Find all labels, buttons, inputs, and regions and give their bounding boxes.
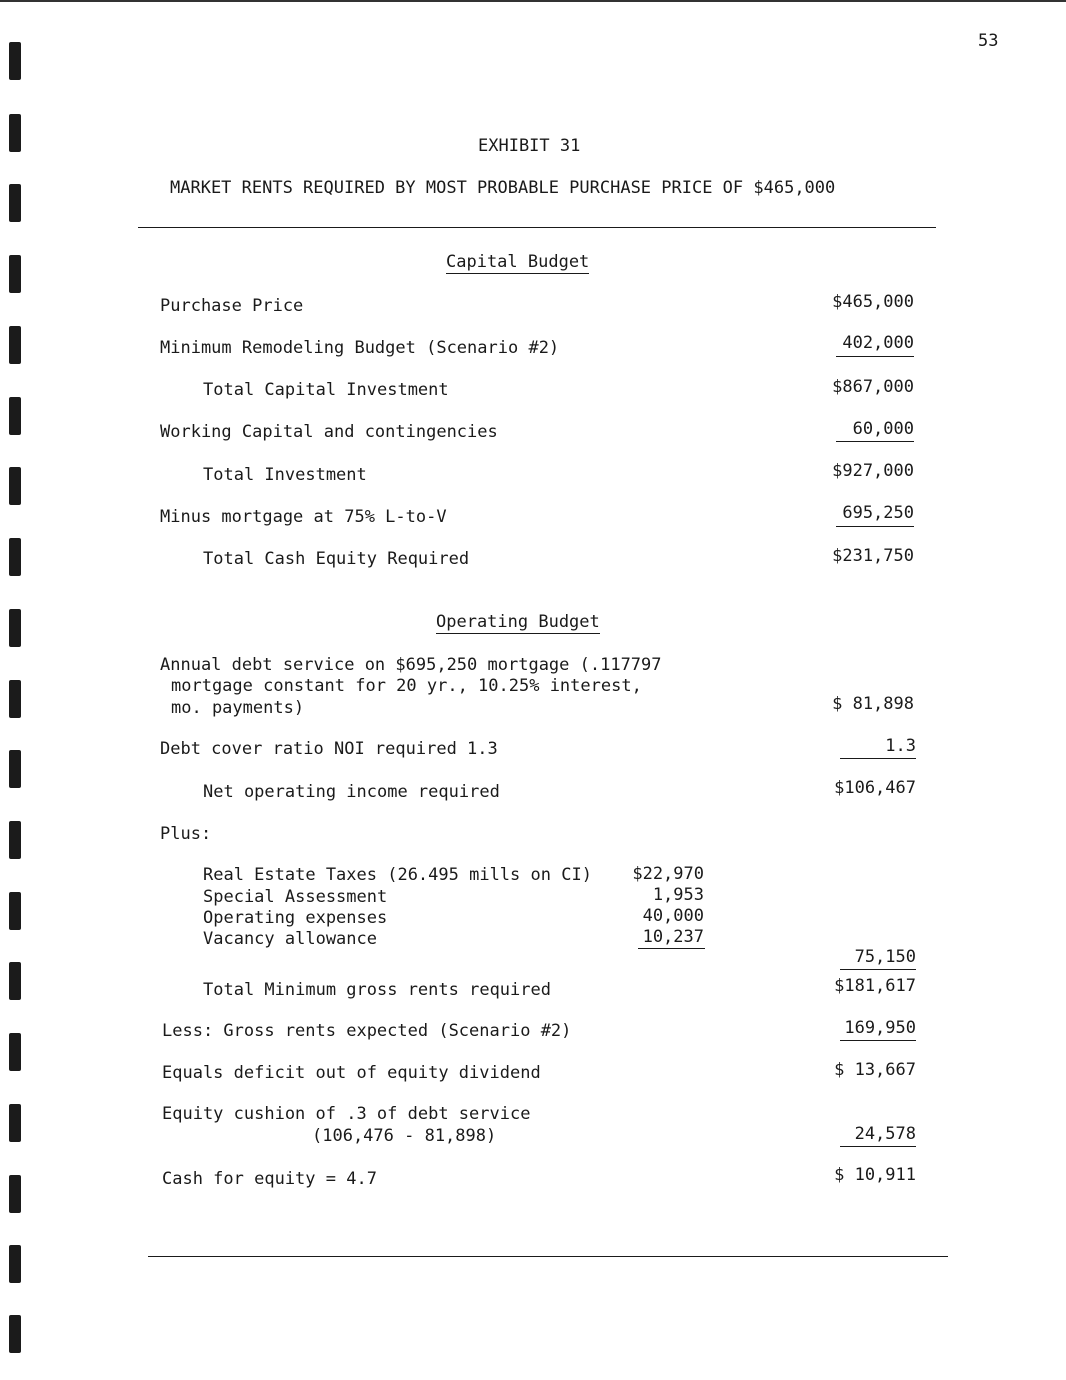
noi-label: Net operating income required [203,782,500,802]
remodeling-label: Minimum Remodeling Budget (Scenario #2) [160,338,560,358]
purchase-price-value: $465,000 [832,292,914,312]
top-edge-line [0,0,1066,2]
footer-rule [148,1256,948,1257]
cash-equity-value: $231,750 [832,546,914,566]
binder-hole-mark [9,680,21,718]
cushion-line2: (106,476 - 81,898) [312,1126,497,1146]
subtotal-underline [840,758,916,759]
operating-budget-heading: Operating Budget [436,612,600,632]
total-investment-value: $927,000 [832,461,914,481]
gross-expected-label: Less: Gross rents expected (Scenario #2) [162,1021,572,1041]
total-investment-label: Total Investment [203,465,367,485]
binder-hole-mark [9,114,21,152]
plus-item-value: $22,970 [632,864,704,884]
total-capital-label: Total Capital Investment [203,380,449,400]
debt-cover-label: Debt cover ratio NOI required 1.3 [160,739,498,759]
binder-hole-mark [9,255,21,293]
binder-hole-mark [9,1315,21,1353]
mortgage-label: Minus mortgage at 75% L-to-V [160,507,447,527]
plus-label: Plus: [160,824,212,844]
page-number: 53 [978,31,999,51]
noi-value: $106,467 [834,778,916,798]
total-capital-value: $867,000 [832,377,914,397]
binder-hole-mark [9,1175,21,1213]
binder-hole-mark [9,962,21,1000]
working-capital-value: 60,000 [852,419,914,439]
gross-required-label: Total Minimum gross rents required [203,980,551,1000]
cash-for-equity-label: Cash for equity = 4.7 [162,1169,377,1189]
plus-item-value: 10,237 [642,927,704,947]
plus-item-value: 1,953 [652,885,704,905]
capital-budget-heading: Capital Budget [446,252,590,272]
debt-service-line2: mortgage constant for 20 yr., 10.25% interest, [171,676,642,696]
binder-hole-mark [9,42,21,80]
binder-hole-mark [9,184,21,222]
header-rule [138,227,936,228]
gross-required-value: $181,617 [834,976,916,996]
plus-item-label: Real Estate Taxes (26.495 mills on CI) [203,865,592,885]
exhibit-title: EXHIBIT 31 [478,136,581,156]
remodeling-value: 402,000 [842,333,914,353]
subtotal-underline [840,969,916,970]
plus-item-value: 40,000 [642,906,704,926]
exhibit-subtitle: MARKET RENTS REQUIRED BY MOST PROBABLE PURCHASE PRICE OF $465,000 [170,178,836,198]
binder-hole-mark [9,750,21,788]
subtotal-underline [840,1040,916,1041]
plus-item-label: Special Assessment [203,887,388,907]
binder-hole-mark [9,1104,21,1142]
subtotal-underline [840,1146,916,1147]
plus-total-value: 75,150 [854,947,916,967]
mortgage-value: 695,250 [842,503,914,523]
plus-item-label: Operating expenses [203,908,388,928]
cash-equity-label: Total Cash Equity Required [203,549,470,569]
cash-for-equity-value: $ 10,911 [834,1165,916,1185]
binder-hole-mark [9,467,21,505]
debt-service-line1: Annual debt service on $695,250 mortgage (.117797 [160,655,662,675]
debt-cover-value: 1.3 [885,736,916,756]
binder-hole-mark [9,326,21,364]
plus-item-label: Vacancy allowance [203,929,377,949]
deficit-label: Equals deficit out of equity dividend [162,1063,541,1083]
binder-hole-mark [9,538,21,576]
working-capital-label: Working Capital and contingencies [160,422,498,442]
gross-expected-value: 169,950 [844,1018,916,1038]
cushion-value: 24,578 [854,1124,916,1144]
deficit-value: $ 13,667 [834,1060,916,1080]
binder-hole-mark [9,397,21,435]
binder-hole-mark [9,609,21,647]
debt-service-value: $ 81,898 [832,694,914,714]
subtotal-underline [836,441,914,442]
debt-service-line3: mo. payments) [171,698,305,718]
binder-hole-mark [9,892,21,930]
purchase-price-label: Purchase Price [160,296,304,316]
binder-hole-mark [9,1033,21,1071]
cushion-line1: Equity cushion of .3 of debt service [162,1104,531,1124]
subtotal-underline [836,526,914,527]
binder-hole-mark [9,821,21,859]
binder-hole-mark [9,1245,21,1283]
subtotal-underline [638,948,705,949]
subtotal-underline [836,356,914,357]
